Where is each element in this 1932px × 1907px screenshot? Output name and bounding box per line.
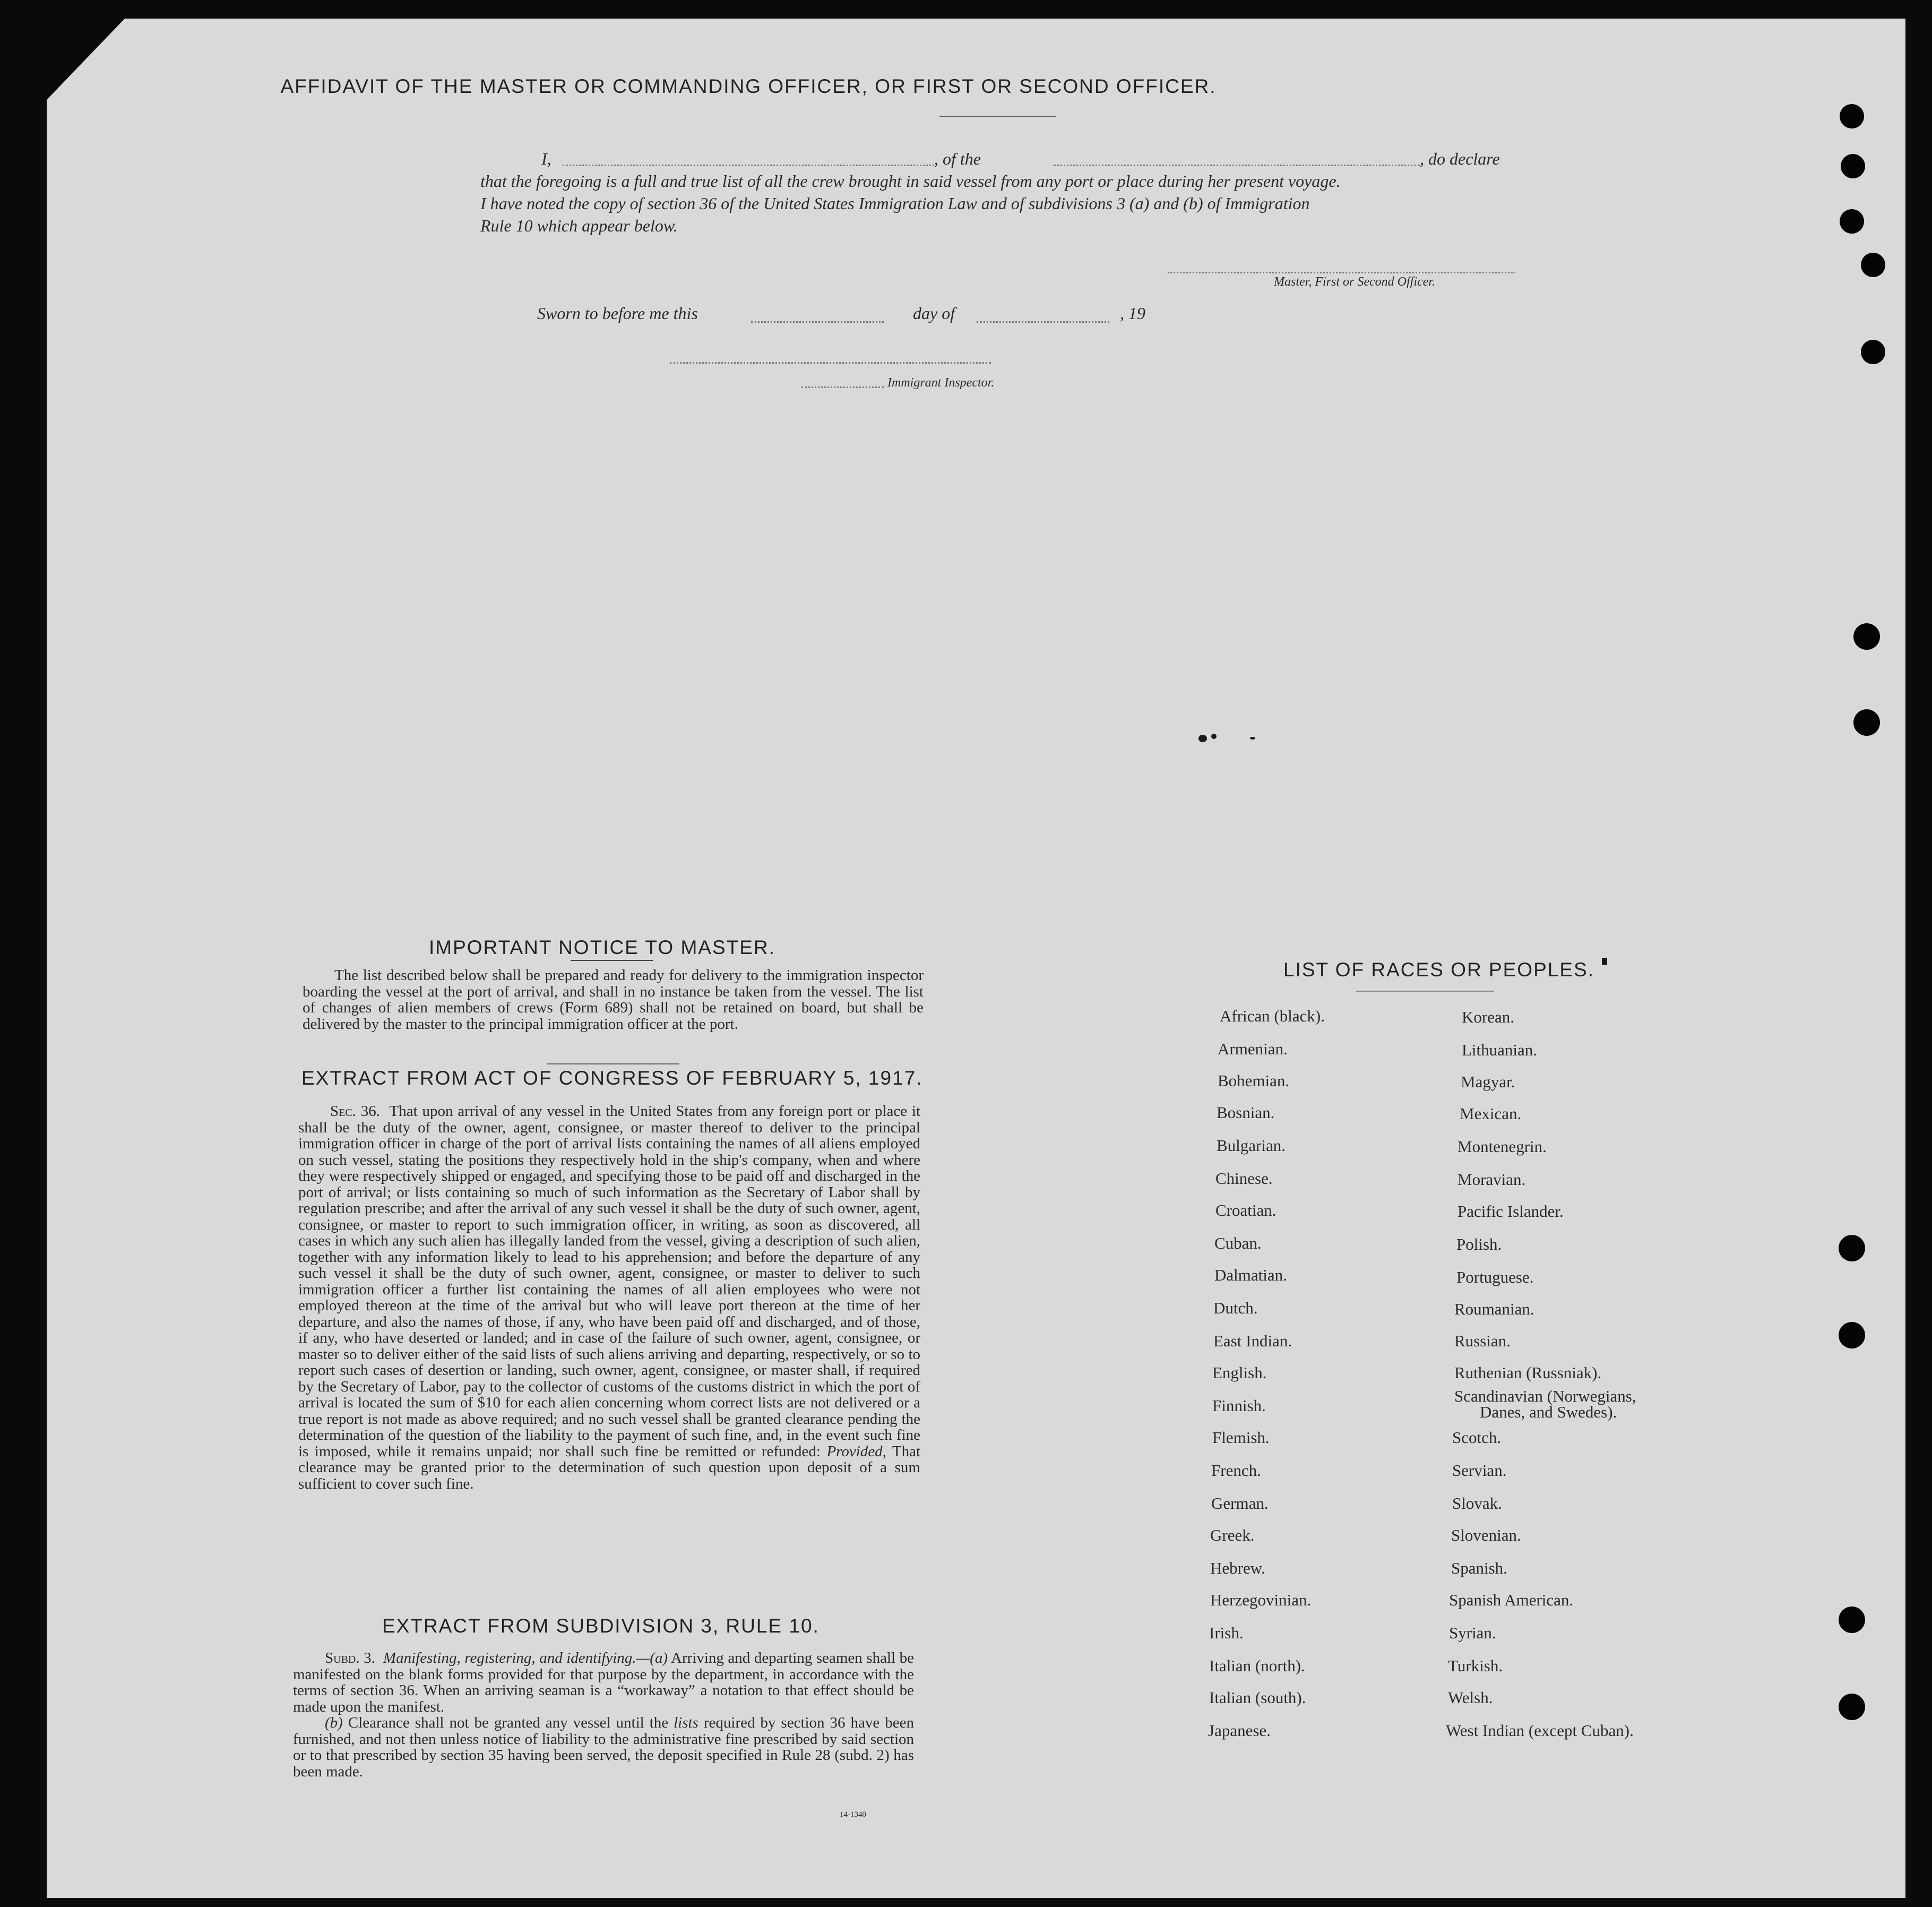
subd-b-text-2: required by section 36 have been furnished, and not then unless notice of liability to the administrative fine prescribed by said section or to that prescribed by section 35 having been served, the deposit specified in Rule 28 (subd. 2) has been made. [293, 1714, 914, 1780]
race-item: West Indian (except Cuban). [1446, 1721, 1634, 1740]
punch-hole [1839, 1694, 1865, 1720]
officer-signature-line[interactable] [1168, 272, 1515, 273]
race-item: Cuban. [1214, 1234, 1262, 1252]
race-item: Bohemian. [1218, 1071, 1290, 1090]
race-item: Dutch. [1213, 1299, 1258, 1317]
punch-hole [1853, 623, 1880, 650]
race-item: Dalmatian. [1214, 1266, 1287, 1284]
race-item: East Indian. [1213, 1332, 1292, 1350]
race-item: Welsh. [1448, 1688, 1493, 1707]
section-rule-1 [547, 1063, 679, 1064]
officer-signature-label: Master, First or Second Officer. [1274, 275, 1435, 289]
act-body: That upon arrival of any vessel in the United States from any foreign port or place it shall be the duty of the owner, agent, consignee, or master thereof to deliver to the principal immigration officer in charge of the port of arrival lists containing the names of all aliens employed on such vessel, stating the positions they respectively hold in the ship's company, when and where they were respectively shipped or engaged, and specifying those to be paid off and discharged in the port of arrival; or lists containing so much of such information as the Secretary of Labor shall by regulation prescribe; and after the arrival of any such vessel it shall be the duty of such owner, agent, consignee, or master to report to such immigration officer, in writing, as soon as discovered, all cases in which any such alien has illegally landed from the vessel, giving a description of such alien, together with any information likely to lead to his apprehension; and before the departure of any such vessel it shall be the duty of such owner, agent, consignee, or master to deliver to such immigration officer a further list containing the names of all alien employees who were not employed thereon at the time of the arrival but who will leave port thereon at the time of her departure, and also the names of those, if any, who have been paid off and discharged, and of those, if any, who have deserted or landed; and in case of the failure of such owner, agent, consignee, or master so to deliver either of the said lists of such aliens arriving and departing, respectively, or so to report such cases of desertion or landing, such owner, agent, consignee, or master shall, if required by the Secretary of Labor, pay to the collector of customs of the customs district in which the port of arrival is located the sum of $10 for each alien concerning whom correct lists are not delivered or a true report is not made as above required; and no such vessel shall be granted clearance pending the determination of the question of the liability to the payment of such fine, and, in the event such fine is imposed, while it remains unpaid; nor shall such fine be remitted or refunded: [298, 1103, 921, 1460]
notice-text: The list described below shall be prepared and ready for delivery to the immigration inspector boarding the vessel at the port of arrival, and shall in no instance be taken from the vessel. The list of changes of alien members of crews (Form 689) shall not be retained on board, but shall be delivered by the master to the principal immigration officer at the port. [303, 967, 924, 1033]
punch-hole [1840, 209, 1864, 234]
races-title-rule [1356, 991, 1494, 992]
punch-hole [1853, 709, 1880, 736]
race-item: African (black). [1220, 1007, 1325, 1025]
race-item: Spanish. [1451, 1559, 1507, 1577]
act-body-end: That clearance may be granted prior to the determination of such question upon deposit of a sum sufficient to cover such fine. [298, 1442, 921, 1492]
race-item: Mexican. [1460, 1104, 1522, 1123]
act-provided: Provided, [826, 1442, 886, 1460]
inspector-signature-line-2 [801, 386, 884, 388]
race-item: Korean. [1462, 1008, 1514, 1026]
punch-hole [1839, 1235, 1865, 1261]
race-item: Scandinavian (Norwegians, [1454, 1387, 1636, 1405]
subd-b-lists: lists [674, 1714, 698, 1731]
punch-hole [1839, 1322, 1865, 1348]
affidavit-declare: , do declare [1420, 149, 1500, 168]
affidavit-i: I, [541, 149, 551, 168]
sworn-year: , 19 [1120, 304, 1145, 323]
act-extract-title: EXTRACT FROM ACT OF CONGRESS OF FEBRUARY 5, 1917. [301, 1067, 923, 1089]
race-item: Italian (north). [1209, 1656, 1305, 1675]
races-title: LIST OF RACES OR PEOPLES. [1283, 959, 1594, 981]
race-item: Slovak. [1452, 1494, 1502, 1513]
act-sec-label: Sec. 36. [330, 1103, 380, 1120]
race-item: Finnish. [1212, 1396, 1266, 1415]
subd-label: Subd. 3. [325, 1650, 375, 1667]
race-item: Moravian. [1457, 1170, 1526, 1189]
race-item: Russian. [1454, 1332, 1511, 1350]
ink-mark [1602, 958, 1607, 965]
affidavit-line-3: I have noted the copy of section 36 of the United States Immigration Law and of subdivisions 3 (a) and (b) of Immigration [480, 194, 1310, 213]
vessel-blank[interactable] [1054, 165, 1420, 166]
punch-hole [1861, 340, 1885, 364]
sworn-day-blank[interactable] [751, 321, 884, 323]
affidavit-of-the: , of the [934, 149, 981, 168]
ink-smudge [1198, 735, 1207, 742]
punch-hole [1839, 1607, 1865, 1633]
sworn-day-of: day of [913, 304, 955, 323]
race-item: English. [1212, 1363, 1267, 1382]
ink-smudge [1211, 734, 1217, 739]
sworn-month-blank[interactable] [977, 321, 1109, 323]
subd-a-label: —(a) [636, 1650, 668, 1667]
race-item: Bulgarian. [1217, 1136, 1286, 1155]
race-item: Greek. [1210, 1526, 1255, 1544]
notice-title-rule [571, 960, 653, 961]
title-rule [939, 116, 1056, 117]
act-extract-text [298, 1103, 920, 1492]
race-item: Flemish. [1212, 1428, 1270, 1447]
ink-smudge [1250, 737, 1255, 740]
subd-b-text-1: Clearance shall not be granted any vessel until the [348, 1714, 669, 1731]
race-item: Bosnian. [1217, 1103, 1275, 1122]
inspector-signature-line[interactable] [670, 362, 991, 364]
punch-hole [1841, 154, 1865, 178]
race-item: German. [1211, 1494, 1269, 1513]
race-item: Italian (south). [1209, 1688, 1306, 1707]
race-item: Magyar. [1461, 1072, 1515, 1091]
name-blank[interactable] [563, 165, 934, 166]
race-item: Lithuanian. [1462, 1041, 1538, 1059]
race-item: Chinese. [1215, 1169, 1273, 1188]
affidavit-line-4: Rule 10 which appear below. [480, 216, 678, 235]
affidavit-line-2: that the foregoing is a full and true list of all the crew brought in said vessel from any port or place during her present voyage. [480, 171, 1341, 191]
race-item: Turkish. [1448, 1656, 1503, 1675]
race-item: Syrian. [1449, 1623, 1496, 1642]
subd-b-label: (b) [325, 1714, 343, 1731]
race-item: Irish. [1209, 1623, 1244, 1642]
subd-heading: Manifesting, registering, and identifying. [383, 1650, 636, 1667]
subd-a-text: Arriving and departing seamen shall be manifested on the blank forms provided for that purpose by the department, in accordance with the terms of section 36. When an arriving seaman is a “workaway” a notation to that effect should be made upon the manifest. [293, 1650, 914, 1715]
race-item: Slovenian. [1451, 1526, 1521, 1544]
race-item: Polish. [1456, 1235, 1502, 1253]
race-item: Pacific Islander. [1457, 1202, 1564, 1221]
race-item: Herzegovinian. [1210, 1591, 1312, 1609]
race-item: Montenegrin. [1457, 1137, 1547, 1156]
race-item: Spanish American. [1449, 1591, 1574, 1609]
punch-hole [1840, 104, 1864, 128]
sworn-prefix: Sworn to before me this [537, 304, 698, 323]
race-item: Ruthenian (Russniak). [1454, 1363, 1602, 1382]
race-item: French. [1211, 1461, 1261, 1480]
inspector-label: Immigrant Inspector. [887, 376, 995, 390]
race-item: Scotch. [1452, 1428, 1502, 1447]
affidavit-title: AFFIDAVIT OF THE MASTER OR COMMANDING OFFICER, OR FIRST OR SECOND OFFICER. [280, 75, 1217, 97]
race-item: Armenian. [1218, 1040, 1288, 1058]
race-item: Servian. [1452, 1461, 1507, 1480]
race-item: Hebrew. [1210, 1559, 1265, 1577]
rule-extract-title: EXTRACT FROM SUBDIVISION 3, RULE 10. [382, 1615, 820, 1637]
race-item: Portuguese. [1456, 1268, 1534, 1286]
race-item: Danes, and Swedes). [1480, 1403, 1617, 1421]
race-item: Croatian. [1215, 1201, 1276, 1219]
race-item: Roumanian. [1454, 1300, 1534, 1318]
punch-hole [1861, 253, 1885, 277]
notice-title: IMPORTANT NOTICE TO MASTER. [429, 937, 775, 958]
rule-extract-text [293, 1650, 914, 1780]
form-number: 14-1340 [840, 1810, 866, 1819]
race-item: Japanese. [1208, 1721, 1271, 1740]
